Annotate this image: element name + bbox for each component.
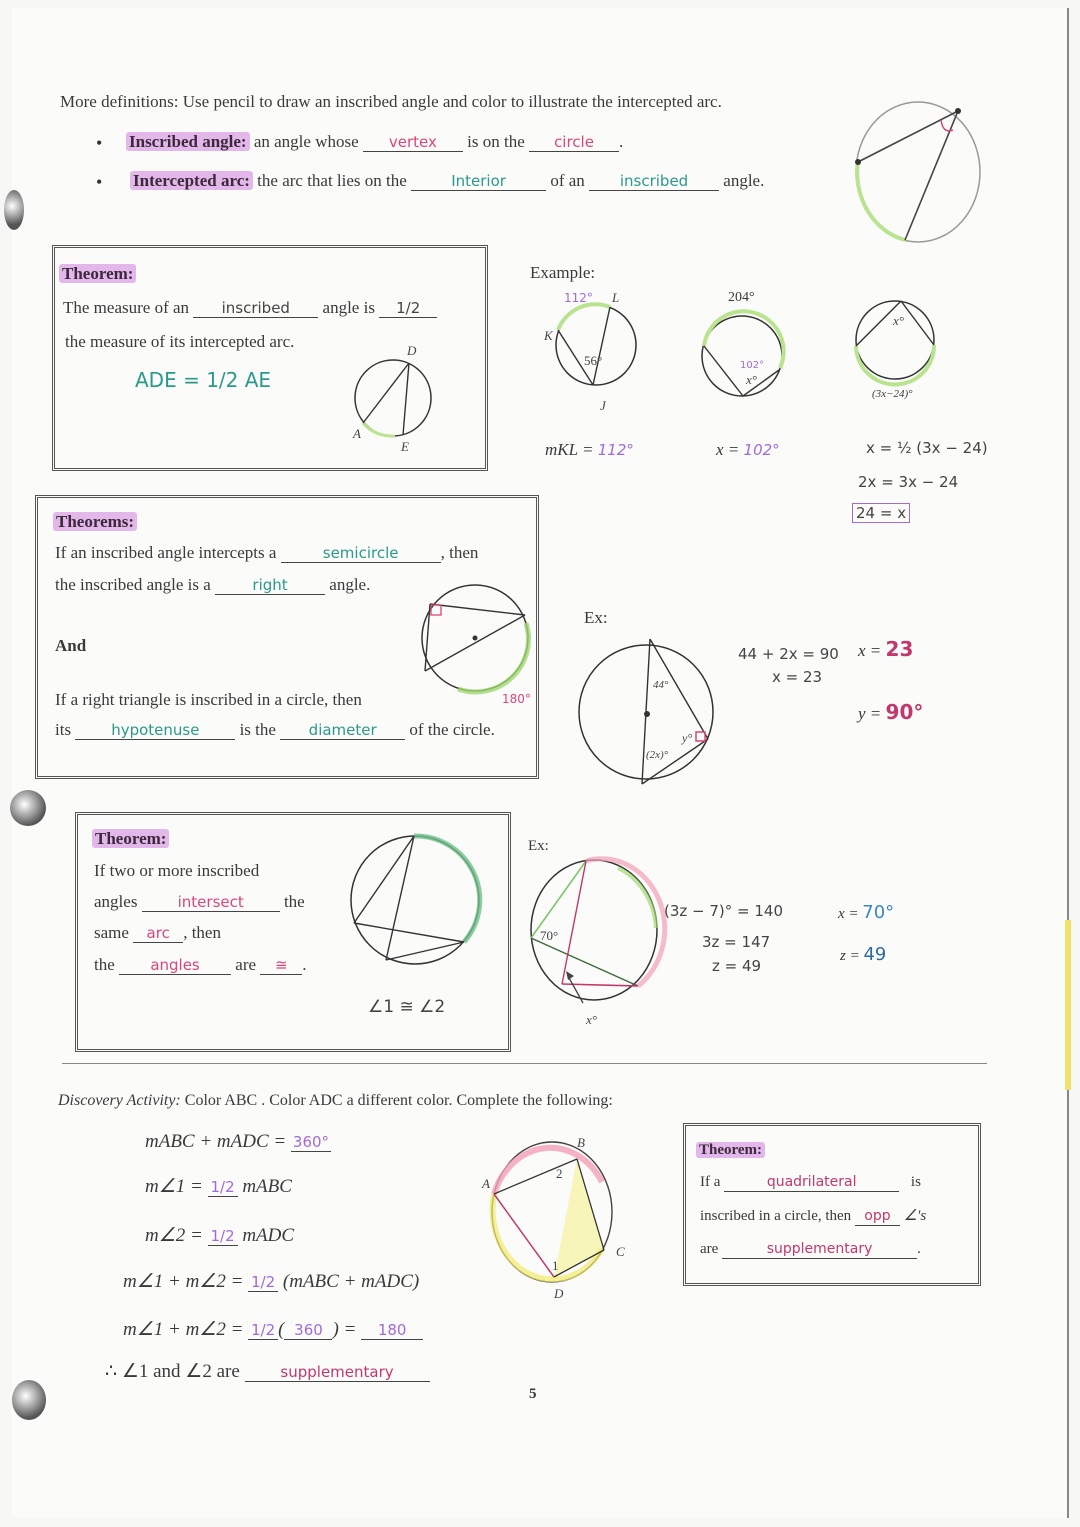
- definitions-intro: More definitions: Use pencil to draw an inscribed angle and color to illustrate the intercepted arc.: [60, 92, 722, 111]
- theorem1-diagram: [345, 343, 445, 453]
- theorem-heading: Theorem:: [59, 264, 136, 283]
- example3-work3: z = 49: [712, 957, 762, 975]
- theorems2-line3: If a right triangle is inscribed in a circle, then: [55, 690, 362, 709]
- answer-value: 23: [885, 637, 914, 661]
- svg-text:K: K: [544, 328, 553, 343]
- static-text: mABC + mADC =: [145, 1131, 287, 1152]
- static-text: inscribed in a circle, then: [700, 1208, 852, 1224]
- example2-answer-y: [858, 700, 923, 724]
- static-text: mADC: [242, 1225, 295, 1246]
- blank-interior: Interior: [411, 172, 546, 191]
- svg-text:x°: x°: [586, 1012, 597, 1027]
- theorems2-diagram: [418, 578, 538, 708]
- blank-inscribed: inscribed: [589, 172, 719, 191]
- static-text: .: [302, 955, 307, 974]
- static-text: x =: [838, 906, 859, 922]
- blank-congruent: ≅: [260, 956, 302, 975]
- example1c-work2: 2x = 3x − 24: [858, 473, 959, 491]
- static-text: are: [235, 955, 257, 974]
- static-text: is on the: [467, 132, 525, 151]
- static-text: m∠1 =: [145, 1176, 203, 1197]
- theorems-box-semicircle: [35, 495, 539, 779]
- theorem4-line2: [700, 1206, 926, 1226]
- static-text: the arc that lies on the: [257, 171, 407, 190]
- static-text: is: [910, 1174, 921, 1190]
- theorems2-and: And: [55, 636, 87, 655]
- svg-text:70°: 70°: [540, 928, 559, 943]
- theorem4-line1: [700, 1173, 921, 1192]
- example1-heading: Example:: [530, 263, 596, 282]
- svg-text:1: 1: [552, 1258, 559, 1273]
- static-text: .: [917, 1241, 921, 1257]
- discovery-eq3: [145, 1224, 294, 1247]
- static-text: its: [55, 720, 72, 739]
- static-text: of an: [550, 171, 585, 190]
- binder-ring-hole: [10, 790, 46, 826]
- example3-diagram: [528, 858, 658, 1028]
- bullet-icon: •: [96, 133, 103, 153]
- blank-vertex: vertex: [363, 133, 463, 152]
- static-text: same: [94, 923, 129, 942]
- blank-angles: angles: [119, 956, 231, 975]
- inscribed-angle-sketch: [855, 100, 985, 245]
- example1b-answer: [716, 440, 780, 460]
- theorem3-line3: [94, 923, 221, 943]
- static-text: of the circle.: [409, 720, 495, 739]
- svg-text:A: A: [353, 426, 361, 441]
- static-text: z =: [840, 948, 860, 964]
- svg-text:J: J: [600, 398, 606, 413]
- svg-text:56°: 56°: [584, 353, 603, 368]
- discovery-eq6: [105, 1360, 430, 1383]
- page-number: 5: [529, 1386, 537, 1402]
- static-text: x =: [858, 641, 882, 660]
- theorems2-line2: [55, 575, 370, 595]
- theorem-heading: Theorem:: [92, 829, 169, 848]
- answer-value: 102°: [743, 441, 780, 459]
- theorem-heading: Theorem:: [696, 1142, 765, 1158]
- binder-ring-hole: [4, 190, 24, 230]
- svg-text:x°: x°: [893, 313, 904, 328]
- example2-work2: x = 23: [772, 668, 823, 686]
- theorem-box-same-arc: [75, 812, 511, 1052]
- discovery-eq4: [123, 1270, 419, 1293]
- blank-diameter: diameter: [280, 721, 405, 740]
- svg-text:44°: 44°: [653, 679, 669, 691]
- static-text: m∠1 + m∠2 =: [123, 1271, 244, 1292]
- bullet-icon: •: [96, 172, 103, 192]
- theorem1-line2: the measure of its intercepted arc.: [65, 332, 295, 351]
- static-text: angle.: [329, 575, 371, 594]
- answer-value: 49: [863, 944, 887, 965]
- static-text: m∠2 =: [145, 1225, 203, 1246]
- blank-semicircle: semicircle: [281, 544, 441, 563]
- theorem-box-quadrilateral: [683, 1123, 981, 1286]
- static-text: .: [619, 132, 624, 151]
- example1c-work1: x = ½ (3x − 24): [866, 439, 988, 457]
- answer-value: 1/2: [208, 1178, 238, 1197]
- theorem1-note: ADE = 1/2 AE: [135, 368, 272, 392]
- static-text: the inscribed angle is a: [55, 575, 211, 594]
- static-text: an angle whose: [253, 132, 359, 151]
- term-intercepted-arc: Intercepted arc:: [130, 171, 253, 190]
- svg-text:y°: y°: [682, 731, 693, 745]
- svg-text:D: D: [407, 343, 417, 358]
- static-text: ∠'s: [903, 1208, 927, 1224]
- theorem3-diagram: [348, 830, 488, 975]
- blank-inscribed: inscribed: [193, 299, 318, 318]
- theorem-heading: Theorems:: [53, 512, 137, 531]
- static-text: , then: [183, 923, 221, 942]
- binder-ring-hole: [12, 1380, 46, 1420]
- static-text: (mABC + mADC): [282, 1271, 420, 1292]
- blank-opp: opp: [855, 1207, 900, 1226]
- answer-value: 1/2: [248, 1321, 278, 1340]
- theorem-box-inscribed-angle: [52, 245, 488, 471]
- svg-text:D: D: [554, 1286, 564, 1301]
- static-text: angles: [94, 892, 138, 911]
- static-text: ) =: [332, 1319, 357, 1340]
- example1c-diagram: [855, 295, 940, 385]
- yellow-marker-streak: [1065, 920, 1071, 1090]
- static-text: the: [94, 955, 115, 974]
- example3-heading: Ex:: [528, 838, 549, 854]
- blank-intersect: intersect: [142, 893, 280, 912]
- blank-quadrilateral: quadrilateral: [724, 1173, 899, 1192]
- svg-text:C: C: [616, 1244, 625, 1259]
- intercepted-arc-definition: [130, 171, 764, 191]
- theorems2-line4: [55, 720, 495, 740]
- example2-answer-x: [858, 637, 913, 661]
- blank-one-half: 1/2: [379, 299, 437, 318]
- blank-arc: arc: [133, 924, 183, 943]
- section-divider: [62, 1063, 987, 1064]
- static-text: mABC: [242, 1176, 292, 1197]
- example1c-arc-label: (3x−24)°: [872, 388, 913, 400]
- discovery-quadrilateral-diagram: [482, 1132, 632, 1302]
- static-text: Discovery Activity:: [58, 1092, 181, 1109]
- svg-text:(2x)°: (2x)°: [646, 749, 669, 761]
- example3-work1: (3z − 7)° = 140: [664, 902, 784, 920]
- example2-heading: Ex:: [584, 608, 608, 627]
- example1a-diagram: [544, 290, 648, 415]
- static-text: mKL =: [545, 440, 594, 459]
- theorems2-line1: [55, 543, 478, 563]
- static-text: ∴ ∠1 and ∠2 are: [105, 1361, 240, 1382]
- static-text: m∠1 + m∠2 =: [123, 1319, 244, 1340]
- theorem3-line2: [94, 892, 305, 912]
- example3-work2: 3z = 147: [702, 933, 771, 951]
- static-text: angle is: [322, 298, 375, 317]
- discovery-eq2: [145, 1175, 292, 1198]
- inscribed-angle-definition: [126, 132, 623, 152]
- theorem1-line1: [63, 298, 437, 318]
- answer-value: 112°: [597, 441, 634, 459]
- theorem3-note: ∠1 ≅ ∠2: [368, 997, 446, 1017]
- static-text: y =: [858, 704, 882, 723]
- static-text: Color ABC . Color ADC a different color. Complete the following:: [184, 1092, 613, 1109]
- static-text: , then: [440, 543, 479, 562]
- example1c-answer: 24 = x: [852, 503, 910, 523]
- answer-value: 180: [361, 1321, 423, 1340]
- svg-text:L: L: [612, 290, 620, 305]
- static-text: is the: [239, 720, 276, 739]
- discovery-intro: [58, 1092, 613, 1110]
- static-text: x =: [716, 440, 740, 459]
- answer-value: 1/2: [208, 1227, 238, 1246]
- svg-text:102°: 102°: [740, 360, 765, 371]
- term-inscribed-angle: Inscribed angle:: [126, 132, 250, 151]
- theorem3-line1: If two or more inscribed: [94, 861, 260, 880]
- svg-text:E: E: [401, 439, 409, 454]
- static-text: If an inscribed angle intercepts a: [55, 543, 277, 562]
- example1a-answer: [545, 440, 634, 460]
- svg-text:x°: x°: [746, 372, 757, 387]
- blank-supplementary: supplementary: [722, 1240, 917, 1259]
- example2-diagram: [578, 636, 718, 786]
- discovery-eq5: [123, 1318, 423, 1341]
- example1b-arc-label: 204°: [728, 290, 755, 305]
- answer-value: 360°: [292, 1133, 330, 1151]
- svg-text:112°: 112°: [564, 291, 593, 305]
- svg-text:B: B: [577, 1135, 585, 1150]
- discovery-eq1: [145, 1131, 331, 1153]
- example3-answer-z: [840, 944, 886, 965]
- theorem4-line3: [700, 1240, 921, 1259]
- answer-value: 1/2: [248, 1273, 278, 1292]
- static-text: angle.: [723, 171, 765, 190]
- svg-text:A: A: [482, 1176, 490, 1191]
- static-text: the: [283, 892, 305, 911]
- static-text: The measure of an: [63, 298, 190, 317]
- answer-value: 90°: [885, 700, 924, 724]
- answer-value: 70°: [862, 902, 895, 923]
- example1b-diagram: [700, 310, 790, 400]
- blank-circle: circle: [529, 133, 619, 152]
- blank-hypotenuse: hypotenuse: [75, 721, 235, 740]
- svg-text:180°: 180°: [502, 692, 531, 706]
- answer-value: 360: [284, 1321, 332, 1340]
- answer-value: supplementary: [245, 1363, 430, 1382]
- example2-work1: 44 + 2x = 90: [738, 645, 839, 663]
- example3-answer-x: [838, 902, 894, 923]
- svg-text:2: 2: [556, 1166, 563, 1181]
- theorem3-line4: [94, 955, 307, 975]
- static-text: If a: [700, 1174, 721, 1190]
- static-text: are: [700, 1241, 719, 1257]
- static-text: (: [278, 1319, 285, 1340]
- blank-right: right: [215, 576, 325, 595]
